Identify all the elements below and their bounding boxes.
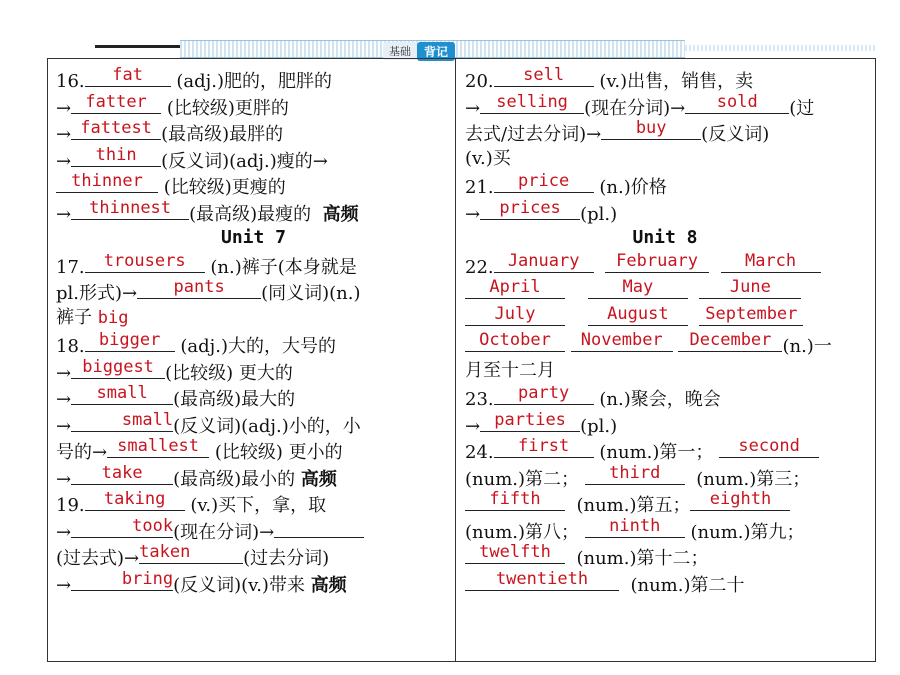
answer-blank bbox=[678, 331, 782, 352]
arrow: → bbox=[56, 97, 72, 119]
answer-text: August bbox=[607, 303, 669, 324]
answer-text: thinnest bbox=[89, 197, 172, 218]
answer-text: second bbox=[738, 436, 800, 456]
answer-text: thinner bbox=[71, 171, 143, 191]
item-number: 16. bbox=[56, 71, 85, 92]
line-18-comparative bbox=[56, 358, 451, 385]
answer-text: December bbox=[689, 330, 772, 350]
answer-text: took bbox=[132, 515, 174, 536]
line-16-superlative bbox=[56, 119, 451, 146]
answer-blank bbox=[465, 490, 565, 511]
answer-text: price bbox=[518, 171, 570, 191]
answer-text: September bbox=[705, 303, 798, 324]
answer-text: fifth bbox=[489, 489, 541, 509]
answer-text: buy bbox=[635, 118, 667, 138]
answer-blank bbox=[601, 119, 701, 140]
line-text: (num.)第一； bbox=[599, 442, 714, 463]
line-text: (v.)出售，销售，卖 bbox=[599, 71, 754, 92]
answer-text: taking bbox=[103, 489, 166, 509]
line-text: (n.)裤子(本身就是 bbox=[210, 256, 357, 278]
answer-blank bbox=[480, 199, 580, 220]
answer-blank bbox=[71, 464, 173, 485]
answer-blank bbox=[465, 570, 619, 591]
answer-text: bring bbox=[121, 568, 174, 589]
arrow: → bbox=[56, 203, 72, 225]
line-text: (num.)第三； bbox=[696, 468, 811, 490]
item-number: 23. bbox=[465, 389, 494, 410]
answer-blank bbox=[585, 517, 685, 538]
answer-blank bbox=[71, 199, 189, 220]
answer-blank bbox=[588, 278, 688, 299]
answer-text: party bbox=[518, 383, 570, 403]
line-22-months-b bbox=[465, 278, 865, 305]
item-number: 19. bbox=[56, 495, 85, 516]
line-text: (v.)买下，拿，取 bbox=[190, 495, 327, 516]
line-24-fifth bbox=[465, 490, 865, 517]
answer-text: May bbox=[622, 277, 654, 297]
answer-text: sold bbox=[716, 91, 758, 112]
answer-blank bbox=[571, 331, 673, 352]
left-column bbox=[56, 66, 451, 596]
answer-blank bbox=[71, 358, 165, 379]
line-text: 号的→ bbox=[56, 442, 108, 463]
answer-text: trousers bbox=[103, 250, 186, 271]
answer-text: ninth bbox=[609, 515, 661, 536]
answer-blank bbox=[465, 278, 565, 299]
answer-text: sell bbox=[523, 65, 565, 85]
line-22-cont bbox=[465, 358, 865, 385]
answer-blank bbox=[85, 252, 205, 273]
answer-blank bbox=[139, 543, 243, 564]
answer-blank bbox=[85, 66, 171, 87]
line-17-synonym bbox=[56, 278, 451, 305]
line-22-months-d bbox=[465, 331, 865, 358]
arrow: → bbox=[56, 521, 72, 543]
answer-blank bbox=[274, 517, 364, 538]
line-21-plural bbox=[465, 199, 865, 226]
line-text: 去式/过去分词)→ bbox=[465, 124, 602, 145]
line-text: (过去分词) bbox=[243, 548, 330, 569]
answer-blank bbox=[690, 490, 790, 511]
item-number: 18. bbox=[56, 336, 85, 357]
answer-text: fattest bbox=[80, 118, 152, 138]
answer-text: March bbox=[744, 250, 797, 271]
line-text: (比较级) 更大的 bbox=[165, 362, 293, 384]
answer-blank bbox=[494, 384, 594, 405]
answer-text: fatter bbox=[85, 91, 147, 112]
answer-text: January bbox=[507, 250, 580, 271]
answer-text: taken bbox=[139, 542, 191, 562]
line-18-small-superlative bbox=[56, 464, 451, 491]
item-number: 21. bbox=[465, 177, 494, 198]
high-frequency-label: 高频 bbox=[310, 574, 347, 596]
answer-blank bbox=[85, 490, 185, 511]
answer-text: June bbox=[729, 277, 771, 297]
line-24-ninth bbox=[465, 517, 865, 544]
unit-8-heading: Unit 8 bbox=[632, 227, 698, 248]
line-text: (n.)一 bbox=[782, 336, 832, 357]
line-text: (pl.) bbox=[580, 203, 618, 225]
arrow: → bbox=[56, 362, 72, 384]
section-tag-basic: 基础 bbox=[383, 42, 417, 60]
answer-text: take bbox=[101, 462, 143, 483]
line-24 bbox=[465, 437, 865, 464]
high-frequency-label: 高频 bbox=[300, 468, 337, 490]
line-text: (最高级)最胖的 bbox=[161, 124, 284, 145]
section-tag-memorize: 背记 bbox=[417, 42, 455, 61]
answer-text: selling bbox=[496, 91, 568, 112]
line-23 bbox=[465, 384, 865, 411]
line-18 bbox=[56, 331, 451, 358]
line-16-thin-comparative bbox=[56, 172, 451, 199]
header-band-right bbox=[685, 45, 875, 51]
answer-text: April bbox=[489, 277, 541, 297]
line-text: (n.)价格 bbox=[599, 177, 667, 198]
answer-text: fat bbox=[112, 65, 143, 85]
answer-blank bbox=[71, 411, 173, 432]
answer-text: eighth bbox=[709, 489, 772, 509]
line-text: (num.)第十二； bbox=[576, 548, 709, 569]
answer-text: first bbox=[518, 436, 570, 456]
answer-blank bbox=[605, 252, 709, 273]
right-column bbox=[465, 66, 865, 596]
answer-blank bbox=[465, 543, 565, 564]
line-text: (比较级) 更小的 bbox=[214, 442, 343, 463]
line-text: (num.)第八； bbox=[465, 521, 580, 543]
answer-text: smallest bbox=[117, 436, 200, 456]
line-20 bbox=[465, 66, 865, 93]
answer-blank bbox=[107, 437, 209, 458]
column-divider bbox=[455, 58, 456, 661]
line-text: (反义词)(v.)带来 bbox=[173, 574, 305, 596]
line-16 bbox=[56, 66, 451, 93]
answer-blank bbox=[71, 517, 173, 538]
answer-blank bbox=[494, 66, 594, 87]
line-20-antonym bbox=[465, 119, 865, 146]
answer-blank bbox=[71, 146, 161, 167]
line-text: (pl.) bbox=[580, 415, 618, 437]
line-21 bbox=[465, 172, 865, 199]
header-rule bbox=[95, 45, 185, 48]
line-text: (过去式)→ bbox=[56, 548, 140, 569]
answer-blank bbox=[685, 93, 789, 114]
answer-text: twelfth bbox=[479, 542, 551, 562]
item-number: 17. bbox=[56, 256, 85, 278]
answer-text: parties bbox=[494, 409, 566, 430]
answer-blank bbox=[721, 252, 821, 273]
answer-blank bbox=[465, 305, 565, 326]
line-text: (反义词) bbox=[701, 124, 770, 145]
answer-text: thin bbox=[95, 144, 137, 165]
answer-text: big bbox=[97, 307, 129, 328]
line-22-months-c bbox=[465, 305, 865, 332]
unit-7-heading: Unit 7 bbox=[220, 227, 287, 248]
line-19-antonym bbox=[56, 570, 451, 597]
answer-blank bbox=[465, 331, 565, 352]
answer-blank bbox=[56, 172, 158, 193]
answer-text: small bbox=[96, 383, 148, 403]
arrow: → bbox=[56, 415, 72, 437]
answer-blank bbox=[719, 437, 819, 458]
item-number: 20. bbox=[465, 71, 494, 92]
line-text: (adj.)肥的，肥胖的 bbox=[176, 71, 332, 92]
arrow: → bbox=[56, 124, 72, 145]
line-24-twelfth bbox=[465, 543, 865, 570]
line-23-plural bbox=[465, 411, 865, 438]
answer-blank bbox=[137, 278, 261, 299]
answer-blank bbox=[480, 93, 584, 114]
line-text: (num.)第九； bbox=[690, 521, 805, 543]
line-text: (最高级)最小的 bbox=[173, 468, 296, 490]
answer-blank bbox=[494, 172, 594, 193]
line-19-past bbox=[56, 543, 451, 570]
line-16-thin-superlative bbox=[56, 199, 451, 226]
answer-text: biggest bbox=[82, 356, 154, 377]
line-18-antonym bbox=[56, 411, 451, 438]
line-text: (现在分词)→ bbox=[584, 97, 686, 119]
line-text: 裤子 bbox=[56, 306, 92, 328]
answer-blank bbox=[699, 278, 801, 299]
answer-text: third bbox=[609, 462, 661, 483]
arrow: → bbox=[56, 389, 72, 410]
answer-text: pants bbox=[173, 277, 225, 297]
line-16-antonym bbox=[56, 146, 451, 173]
line-text: (最高级)最大的 bbox=[173, 389, 296, 410]
answer-blank bbox=[71, 570, 173, 591]
arrow: → bbox=[465, 97, 481, 119]
line-text: (比较级)更瘦的 bbox=[163, 177, 286, 198]
line-19 bbox=[56, 490, 451, 517]
answer-text: bigger bbox=[98, 330, 161, 350]
line-20-cont bbox=[465, 146, 865, 173]
arrow: → bbox=[56, 574, 72, 596]
item-number: 24. bbox=[465, 442, 494, 463]
arrow: → bbox=[465, 203, 481, 225]
line-text: (比较级)更胖的 bbox=[166, 97, 289, 119]
answer-blank bbox=[699, 305, 803, 326]
high-frequency-label: 高频 bbox=[322, 203, 359, 225]
arrow: → bbox=[465, 415, 481, 437]
answer-text: November bbox=[580, 330, 663, 350]
line-text: (num.)第二十 bbox=[630, 574, 745, 596]
answer-blank bbox=[494, 437, 594, 458]
answer-blank bbox=[480, 411, 580, 432]
line-20-forms bbox=[465, 93, 865, 120]
line-text: (反义词)(adj.)小的，小 bbox=[173, 415, 361, 437]
line-text: (最高级)最瘦的 bbox=[189, 203, 312, 225]
line-text: (现在分词)→ bbox=[173, 521, 275, 543]
answer-blank bbox=[71, 384, 173, 405]
line-17-cont bbox=[56, 305, 451, 332]
answer-text: October bbox=[479, 330, 551, 350]
line-22-months-a bbox=[465, 252, 865, 279]
line-text: pl.形式)→ bbox=[56, 283, 138, 304]
line-text: (n.)聚会，晚会 bbox=[599, 389, 721, 410]
item-number: 22. bbox=[465, 256, 494, 278]
line-17 bbox=[56, 252, 451, 279]
line-text: (同义词)(n.) bbox=[261, 283, 361, 304]
answer-text: July bbox=[494, 303, 536, 324]
answer-text: prices bbox=[499, 197, 561, 218]
answer-blank bbox=[85, 331, 175, 352]
line-18-superlative bbox=[56, 384, 451, 411]
line-24-twentieth bbox=[465, 570, 865, 597]
line-text: (num.)第五； bbox=[576, 495, 691, 516]
arrow: → bbox=[56, 468, 72, 490]
line-16-comparative bbox=[56, 93, 451, 120]
line-text: (num.)第二； bbox=[465, 468, 580, 490]
line-24-third bbox=[465, 464, 865, 491]
answer-blank bbox=[494, 252, 594, 273]
line-text: (adj.)大的，大号的 bbox=[180, 336, 336, 357]
answer-blank bbox=[585, 464, 685, 485]
answer-text: February bbox=[616, 250, 699, 271]
line-text: (反义词)(adj.)瘦的→ bbox=[161, 150, 328, 172]
line-text: (过 bbox=[789, 97, 815, 119]
line-text: (v.)买 bbox=[465, 147, 511, 169]
line-18-small-comparative bbox=[56, 437, 451, 464]
line-text: 月至十二月 bbox=[465, 359, 555, 381]
answer-text: twentieth bbox=[495, 568, 589, 589]
answer-blank bbox=[71, 93, 161, 114]
line-19-participle bbox=[56, 517, 451, 544]
answer-blank bbox=[71, 119, 161, 140]
answer-text: small bbox=[121, 409, 174, 430]
answer-blank bbox=[588, 305, 688, 326]
arrow: → bbox=[56, 150, 72, 172]
